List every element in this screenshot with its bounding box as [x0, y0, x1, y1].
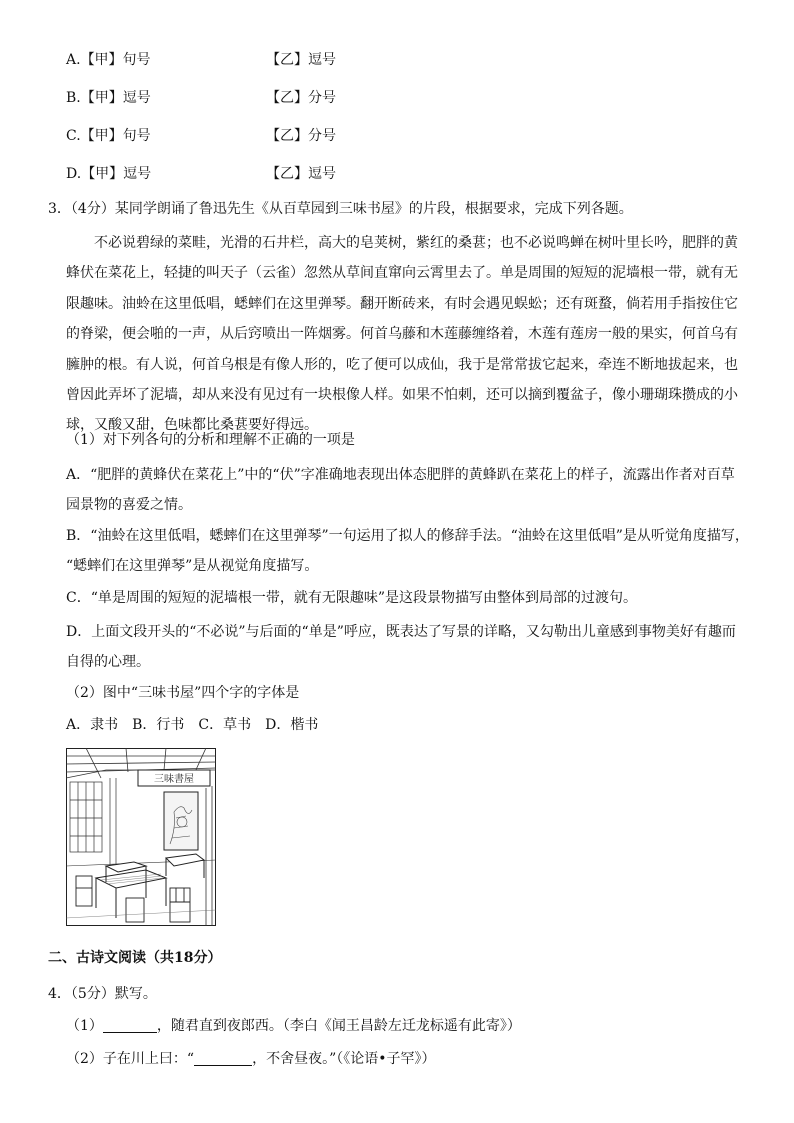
- option-yi: 【乙】分号: [266, 90, 336, 106]
- fill-blank[interactable]: [194, 1049, 252, 1066]
- q2-option-a[interactable]: [66, 50, 336, 70]
- passage-line: 曾因此弄坏了泥墙，却从来没有见过有一块根像人样。如果不怕刺，还可以摘到覆盆子，像小珊瑚珠攒成的小: [66, 387, 738, 404]
- q4-item-1: [66, 1016, 521, 1036]
- option-yi: 【乙】逗号: [266, 166, 336, 182]
- option-line: 园景物的喜爱之情。: [66, 497, 192, 513]
- option-line: D．上面文段开头的“不必说”与后面的“单是”呼应，既表达了写景的详略，又勾勒出儿童感到事物美好有趣而: [66, 624, 736, 640]
- q2-option-c[interactable]: [66, 126, 336, 146]
- passage-line: 蜂伏在菜花上，轻捷的叫天子（云雀）忽然从草间直窜向云霄里去了。单是周围的短短的泥墙根一带，就有无: [66, 265, 738, 282]
- q3-sub1-option-c[interactable]: [66, 583, 746, 613]
- q2-option-b[interactable]: [66, 88, 336, 108]
- passage-line: 的脊梁，便会啪的一声，从后窍喷出一阵烟雾。何首乌藤和木莲藤缠络着，木莲有莲房一般的果实，何首乌有: [66, 326, 738, 343]
- fill-blank[interactable]: [103, 1016, 157, 1033]
- q3-sub1-option-d[interactable]: [66, 617, 746, 677]
- sanwei-shuwu-illustration: [66, 748, 216, 926]
- option-jia: 【甲】逗号: [81, 166, 152, 182]
- section-heading: 二、古诗文阅读（共18分）: [48, 950, 222, 966]
- passage-line: 限趣味。油蛉在这里低唱，蟋蟀们在这里弹琴。翻开断砖来，有时会遇见蜈蚣；还有斑蝥，倘若用手指按住它: [66, 295, 738, 312]
- option-jia: 【甲】句号: [80, 128, 151, 144]
- option-line: A．“肥胖的黄蜂伏在菜花上”中的“伏”字准确地表现出体态肥胖的黄蜂趴在菜花上的样子，流露出作者对百草: [66, 467, 735, 483]
- passage-line: 不必说碧绿的菜畦，光滑的石井栏，高大的皂荚树，紫红的桑葚；也不必说鸣蝉在树叶里长吟，肥胖的黄: [94, 235, 738, 251]
- passage-line: 臃肿的根。有人说，何首乌根是有像人形的，吃了便可以成仙，我于是常常拔它起来，牵连不断地拔起来，也: [66, 356, 738, 373]
- option-yi: 【乙】逗号: [266, 52, 336, 68]
- option-line: B．“油蛉在这里低唱，蟋蟀们在这里弹琴”一句运用了拟人的修辞手法。“油蛉在这里低唱”是从听觉角度描写，: [66, 528, 749, 544]
- item-prefix: （1）: [66, 1018, 103, 1034]
- option-letter: C.: [66, 128, 81, 144]
- q3-sub1-question: （1）对下列各句的分析和理解不正确的一项是: [66, 432, 355, 448]
- option-jia: 【甲】逗号: [80, 90, 151, 106]
- q3-sub1-option-a[interactable]: [66, 460, 746, 520]
- q3-sub2-question: （2）图中“三味书屋”四个字的字体是: [66, 685, 300, 701]
- q4-stem: 4．（5分）默写。: [48, 986, 157, 1002]
- option-letter: D.: [66, 166, 82, 182]
- q3-sub2-options[interactable]: A．隶书 B．行书 C．草书 D．楷书: [66, 717, 319, 733]
- option-line: “蟋蟀们在这里弹琴”是从视觉角度描写。: [66, 558, 319, 574]
- q4-item-2: [66, 1049, 436, 1069]
- option-yi: 【乙】分号: [266, 128, 336, 144]
- passage-line: 球，又酸又甜，色味都比桑葚要好得远。: [66, 417, 318, 434]
- option-jia: 【甲】句号: [80, 52, 151, 68]
- q2-option-d[interactable]: [66, 164, 336, 184]
- classroom-drawing: [66, 748, 216, 926]
- option-letter: A.: [66, 52, 81, 68]
- q3-passage: [66, 228, 746, 441]
- option-line: C．“单是周围的短短的泥墙根一带，就有无限趣味”是这段景物描写由整体到局部的过渡句。: [66, 590, 638, 606]
- option-line: 自得的心理。: [66, 654, 150, 670]
- item-prefix: （2）子在川上曰：“: [66, 1051, 195, 1067]
- q3-sub1-option-b[interactable]: [66, 521, 749, 581]
- option-letter: B.: [66, 90, 81, 106]
- signboard-text: 三味書屋: [154, 774, 194, 785]
- item-suffix: ，随君直到夜郎西。（李白《闻王昌龄左迁龙标遥有此寄》）: [156, 1018, 521, 1034]
- q3-stem: 3．（4分）某同学朗诵了鲁迅先生《从百草园到三味书屋》的片段，根据要求，完成下列各题。: [48, 201, 633, 217]
- item-suffix: ，不舍昼夜。”（《论语•子罕》）: [252, 1051, 436, 1067]
